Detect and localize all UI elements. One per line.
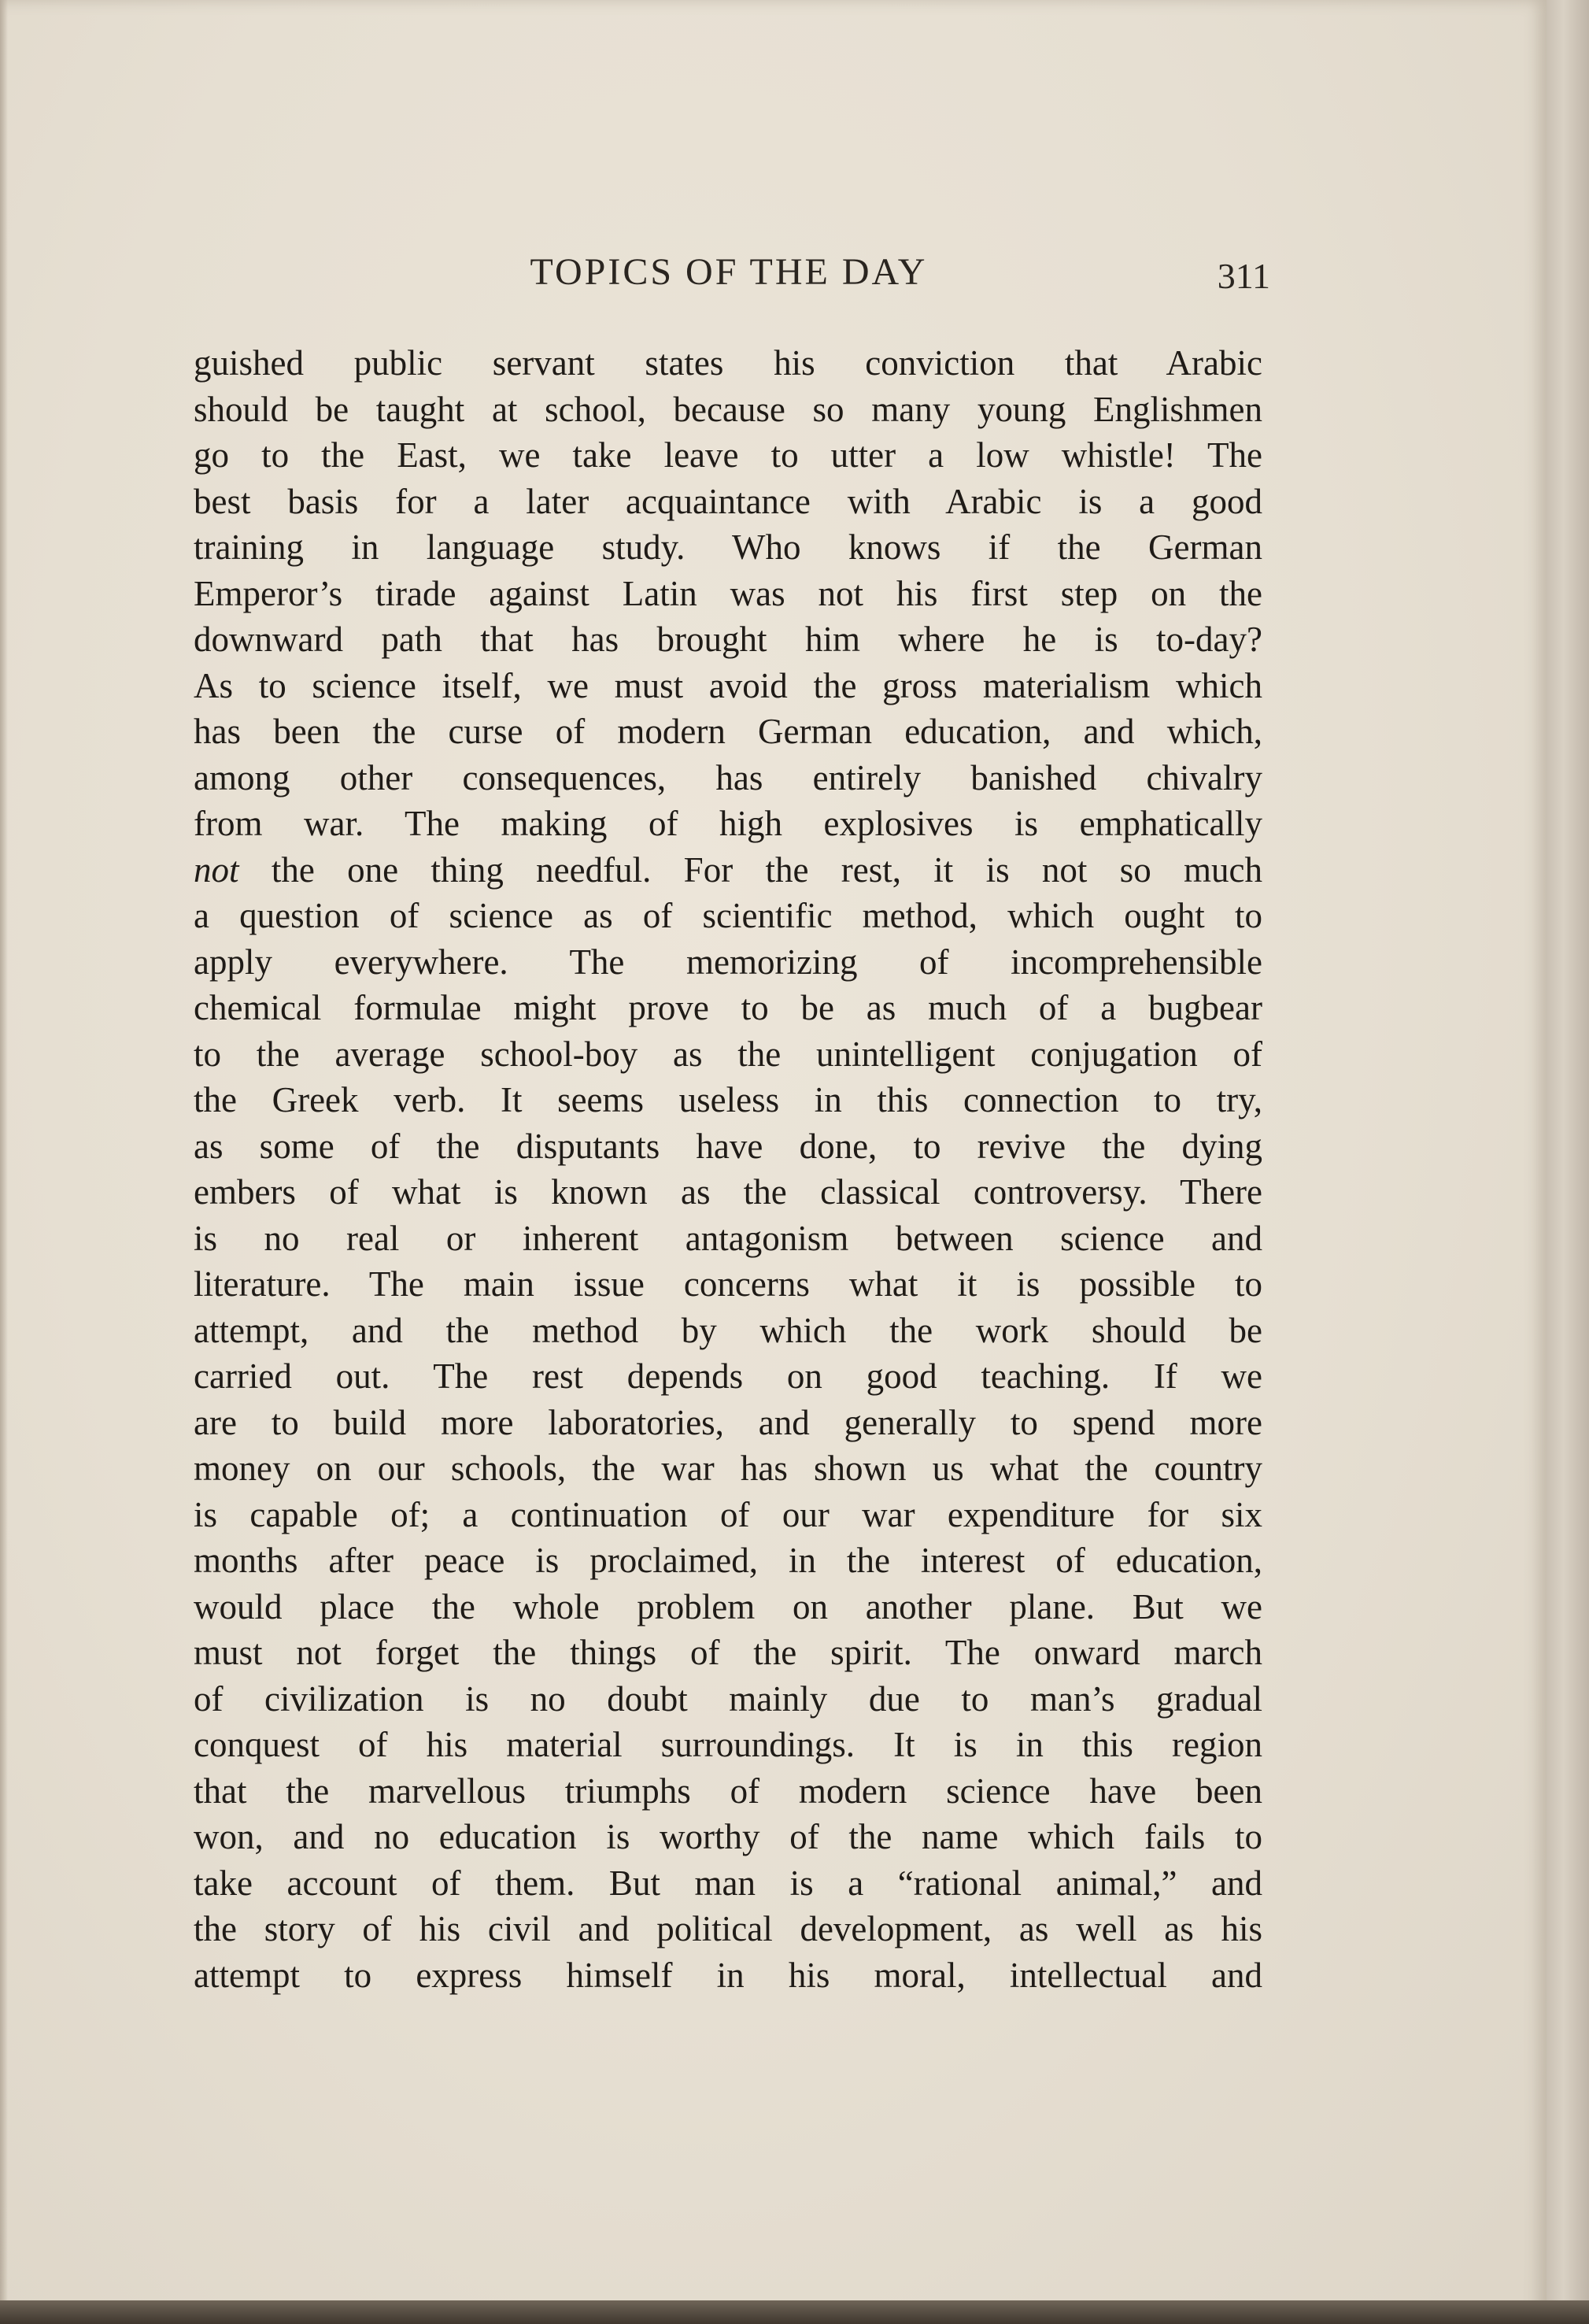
text-line: money on our schools, the war has shown us what the country [194, 1449, 1262, 1488]
text-line: of civilization is no doubt mainly due to man’s gradual [194, 1678, 1262, 1719]
page-number: 311 [1217, 256, 1270, 296]
text-line: a question of science as of scientific method, which ought to [194, 896, 1262, 935]
text-line: embers of what is known as the classical controversy. There [194, 1172, 1262, 1212]
text-line: apply everywhere. The memorizing of incomprehensible [194, 942, 1262, 982]
italic-word: not [194, 849, 239, 890]
text-line: As to science itself, we must avoid the gross materialism which [194, 665, 1262, 705]
text-line: are to build more laboratories, and generally to spend more [194, 1402, 1262, 1442]
text-line: as some of the disputants have done, to revive the dying [194, 1126, 1262, 1166]
text-line: literature. The main issue concerns what it is possible to [194, 1264, 1262, 1304]
text-line: months after peace is proclaimed, in the interest of education, [194, 1541, 1262, 1580]
text-line: must not forget the things of the spirit. The onward march [194, 1633, 1262, 1672]
text-line-remainder: the one thing needful. For the rest, it is not so much [238, 849, 1262, 890]
text-line: has been the curse of modern German education, and which, [194, 712, 1262, 751]
text-line: take account of them. But man is a “rational animal,” and [194, 1863, 1262, 1903]
text-line: go to the East, we take leave to utter a low whistle! The [194, 435, 1262, 475]
page-fore-edge [1547, 0, 1589, 2324]
text-line: is capable of; a continuation of our war expenditure for six [194, 1494, 1262, 1534]
scan-bottom-edge [0, 2300, 1589, 2324]
text-line: the Greek verb. It seems useless in this connection to try, [194, 1080, 1262, 1119]
text-line: that the marvellous triumphs of modern science have been [194, 1771, 1262, 1811]
running-head [194, 250, 1270, 313]
text-line: conquest of his material surroundings. It is in this region [194, 1725, 1262, 1764]
text-line-with-italic [194, 847, 1262, 894]
text-line: should be taught at school, because so many young Englishmen [194, 389, 1262, 429]
text-line: from war. The making of high explosives is emphatically [194, 804, 1262, 843]
text-line: won, and no education is worthy of the name which fails to [194, 1817, 1262, 1856]
text-line-last: attempt to express himself in his moral, intellectual and [194, 1955, 1262, 1995]
text-line: best basis for a later acquaintance with Arabic is a good [194, 481, 1262, 521]
text-line: the story of his civil and political development, as well as his [194, 1909, 1262, 1948]
text-line: chemical formulae might prove to be as much of a bugbear [194, 988, 1262, 1027]
text-line: carried out. The rest depends on good teaching. If we [194, 1356, 1262, 1396]
text-line: downward path that has brought him where he is to-day? [194, 620, 1262, 659]
text-line: attempt, and the method by which the work should be [194, 1310, 1262, 1350]
page-spine-shadow [0, 0, 8, 2324]
text-line: guished public servant states his conviction that Arabic [194, 343, 1262, 383]
text-line: training in language study. Who knows if the German [194, 527, 1262, 567]
text-line: would place the whole problem on another plane. But we [194, 1586, 1262, 1626]
text-line: among other consequences, has entirely banished chivalry [194, 757, 1262, 797]
text-line: to the average school-boy as the unintelligent conjugation of [194, 1034, 1262, 1074]
body-text [194, 340, 1262, 1998]
text-line: is no real or inherent antagonism between science and [194, 1218, 1262, 1258]
text-line: Emperor’s tirade against Latin was not his first step on the [194, 573, 1262, 613]
running-head-title: TOPICS OF THE DAY [530, 251, 928, 293]
